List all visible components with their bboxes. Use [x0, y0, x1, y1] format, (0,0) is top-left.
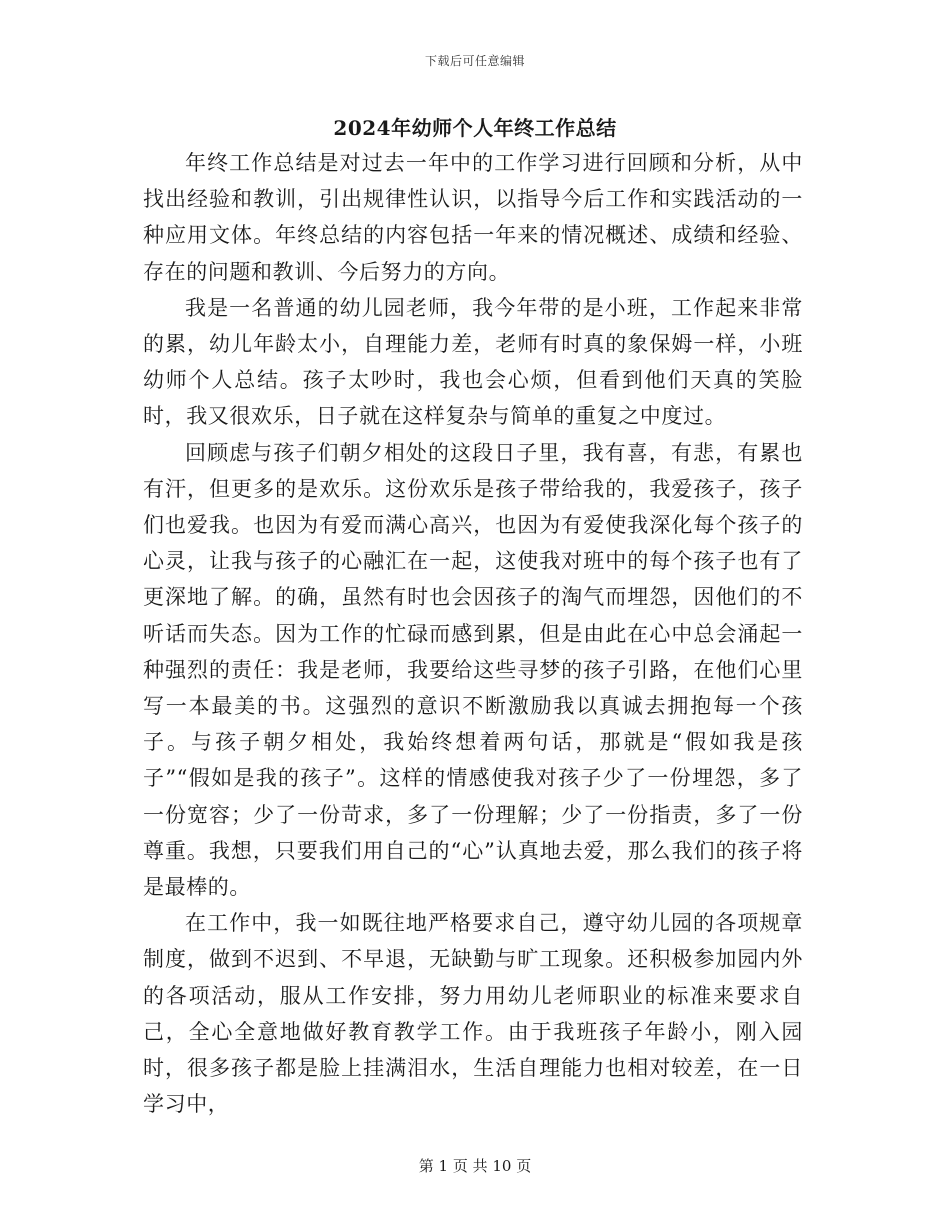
paragraph-intro: 年终工作总结是对过去一年中的工作学习进行回顾和分析，从中找出经验和教训，引出规律性认识，以指导今后工作和实践活动的一种应用文体。年终总结的内容包括一年来的情况概述、成绩和经验、存在的问题和教训、今后努力的方向。 — [143, 151, 803, 284]
document-body — [143, 145, 803, 1122]
paragraph-reflection: 回顾虑与孩子们朝夕相处的这段日子里，我有喜，有悲，有累也有汗，但更多的是欢乐。这份欢乐是孩子带给我的，我爱孩子，孩子们也爱我。也因为有爱而满心高兴，也因为有爱使我深化每个孩子的心灵，让我与孩子的心融汇在一起，这使我对班中的每个孩子也有了更深地了解。的确，虽然有时也会因孩子的淘气而埋怨，因他们的不听话而失态。因为工作的忙碌而感到累，但是由此在心中总会涌起一种强烈的责任：我是老师，我要给这些寻梦的孩子引路，在他们心里写一本最美的书。这强烈的意识不断激励我以真诚去拥抱每一个孩子。与孩子朝夕相处，我始终想着两句话，那就是“假如我是孩子”“假如是我的孩子”。这样的情感使我对孩子少了一份埋怨，多了一份宽容；少了一份苛求，多了一份理解；少了一份指责，多了一份尊重。我想，只要我们用自己的“心”认真地去爱，那么我们的孩子将是最棒的。 — [143, 440, 803, 900]
paragraph-work: 在工作中，我一如既往地严格要求自己，遵守幼儿园的各项规章制度，做到不迟到、不早退，无缺勤与旷工现象。还积极参加园内外的各项活动，服从工作安排，努力用幼儿老师职业的标准来要求自己，全心全意地做好教育教学工作。由于我班孩子年龄小，刚入园时，很多孩子都是脸上挂满泪水，生活自理能力也相对较差，在一日学习中， — [143, 911, 803, 1117]
page-number-footer: 第 1 页 共 10 页 — [418, 1157, 532, 1175]
paragraph-self-intro: 我是一名普通的幼儿园老师，我今年带的是小班，工作起来非常的累，幼儿年龄太小，自理能力差，老师有时真的象保姆一样，小班幼师个人总结。孩子太吵时，我也会心烦，但看到他们天真的笑脸时，我又很欢乐，日子就在这样复杂与简单的重复之中度过。 — [143, 295, 803, 429]
page-header-note: 下载后可任意编辑 — [424, 54, 525, 68]
document-title: 2024年幼师个人年终工作总结 — [333, 116, 617, 140]
